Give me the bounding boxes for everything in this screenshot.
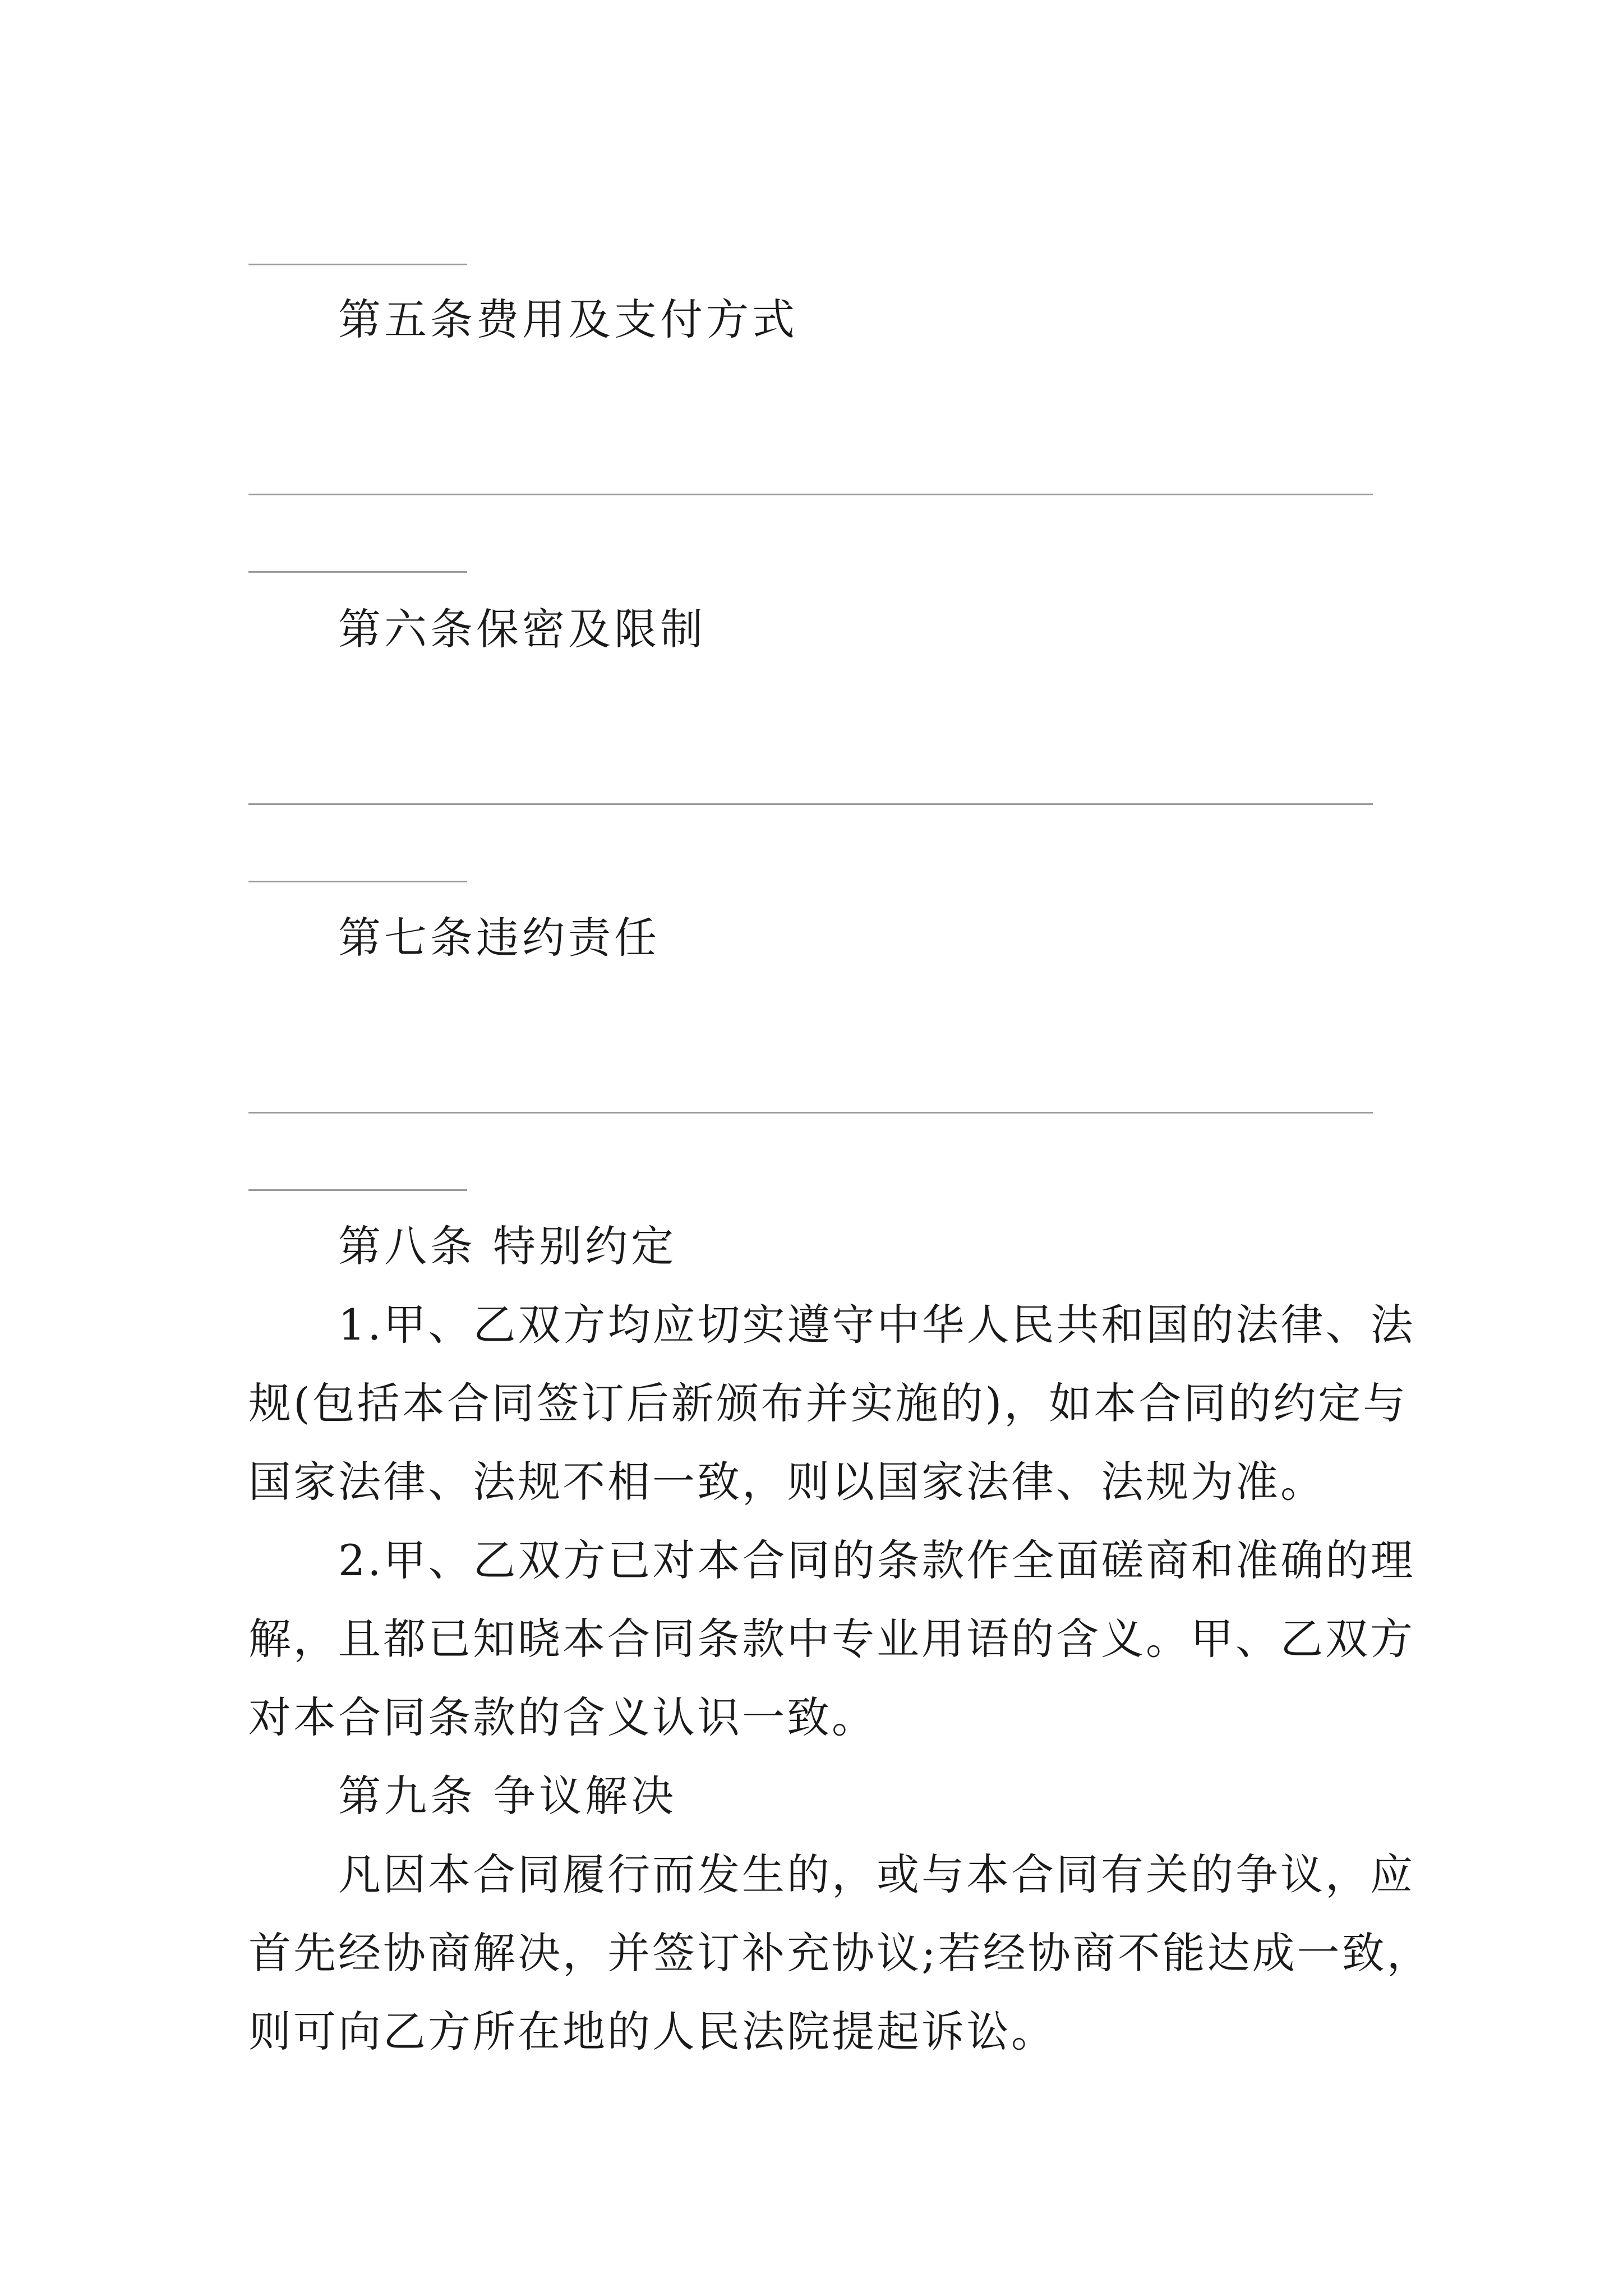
section-5-title: 第五条费用及支付方式 (338, 295, 798, 344)
section-8-clause-2-line-3: 对本合同条款的含义认识一致。 (248, 1692, 877, 1742)
blank-line-long (248, 494, 1373, 495)
section-8-clause-1-line-1: 1.甲、乙双方均应切实遵守中华人民共和国的法律、法 (338, 1300, 1415, 1350)
section-9-title: 第九条 争议解决 (338, 1771, 677, 1821)
section-8-clause-1-line-2: 规(包括本合同签订后新颁布并实施的)，如本合同的约定与 (248, 1378, 1408, 1428)
section-9-text-line-3: 则可向乙方所在地的人民法院提起诉讼。 (248, 2007, 1056, 2056)
section-8-clause-2-line-2: 解，且都已知晓本合同条款中专业用语的含义。甲、乙双方 (248, 1614, 1415, 1664)
section-8-clause-2-line-1: 2.甲、乙双方已对本合同的条款作全面磋商和准确的理 (338, 1535, 1415, 1585)
section-8-clause-1-line-3: 国家法律、法规不相一致，则以国家法律、法规为准。 (248, 1457, 1325, 1507)
section-8-title: 第八条 特别约定 (338, 1221, 677, 1271)
blank-line-long (248, 1112, 1373, 1114)
blank-line-short (248, 1189, 467, 1191)
section-9-text-line-1: 凡因本合同履行而发生的，或与本合同有关的争议，应 (338, 1849, 1415, 1899)
section-7-title: 第七条违约责任 (338, 913, 660, 963)
section-9-text-line-2: 首先经协商解决，并签订补充协议;若经协商不能达成一致， (248, 1928, 1432, 1978)
blank-line-long (248, 803, 1373, 805)
blank-line-short (248, 571, 467, 573)
blank-line-short (248, 264, 467, 265)
section-6-title: 第六条保密及限制 (338, 604, 706, 654)
blank-line-short (248, 881, 467, 882)
